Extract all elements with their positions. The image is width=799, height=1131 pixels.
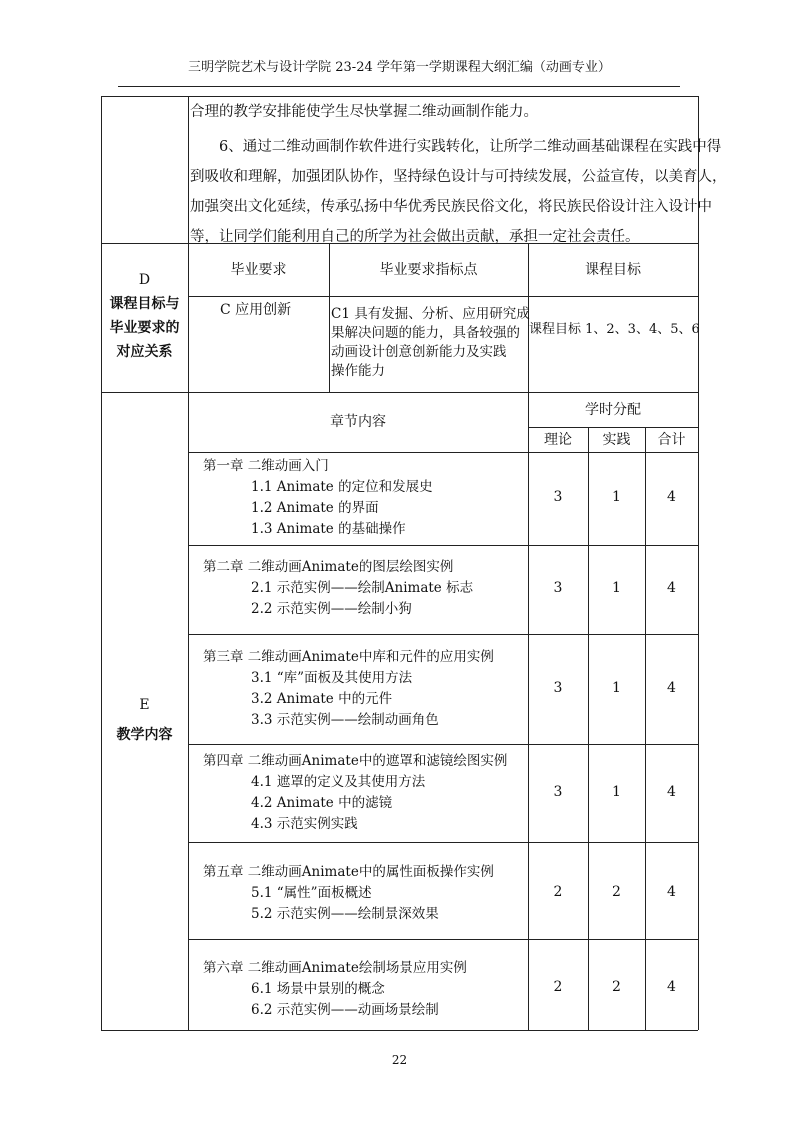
section-d-letter: D xyxy=(138,272,151,288)
theory-hours: 3 xyxy=(553,784,563,800)
header-total: 合计 xyxy=(657,432,686,448)
header-objective: 课程目标 xyxy=(585,262,641,278)
objective-6-line: 等，让同学们能利用自己的所学为社会做出贡献，承担一定社会责任。 xyxy=(190,229,640,245)
chapter-item: 5.1 “属性”面板概述 xyxy=(251,885,372,901)
practice-hours: 1 xyxy=(612,580,621,596)
intro-line: 合理的教学安排能使学生尽快掌握二维动画制作能力。 xyxy=(190,104,538,120)
requirement-value: C 应用创新 xyxy=(220,302,292,318)
chapter-title: 第一章 二维动画入门 xyxy=(203,458,329,474)
chapter-item: 1.2 Animate 的界面 xyxy=(251,500,379,516)
chapter-title: 第四章 二维动画Animate中的遮罩和滤镜绘图实例 xyxy=(203,753,508,769)
intro-text xyxy=(190,97,698,127)
chapter-item: 3.3 示范实例——绘制动画角色 xyxy=(251,712,439,728)
chapter-row xyxy=(203,456,525,540)
header-indicator: 毕业要求指标点 xyxy=(379,262,478,278)
total-hours: 4 xyxy=(667,979,676,995)
practice-hours: 1 xyxy=(612,784,621,800)
header-practice: 实践 xyxy=(602,432,631,448)
total-hours: 4 xyxy=(667,580,676,596)
chapter-row xyxy=(203,958,525,1021)
chapter-item: 2.2 示范实例——绘制小狗 xyxy=(251,601,412,617)
chapter-title: 第五章 二维动画Animate中的属性面板操作实例 xyxy=(203,864,494,880)
chapter-title: 第二章 二维动画Animate的图层绘图实例 xyxy=(203,559,454,575)
indicator-line: C1 具有发掘、分析、应用研究成 xyxy=(331,306,530,322)
total-hours: 4 xyxy=(667,884,676,900)
header-content: 章节内容 xyxy=(330,414,386,430)
theory-hours: 2 xyxy=(553,979,563,995)
section-d-label xyxy=(101,268,188,364)
objective-value: 课程目标 1、2、3、4、5、6 xyxy=(529,322,700,337)
chapter-item: 4.1 遮罩的定义及其使用方法 xyxy=(251,774,426,790)
header-theory: 理论 xyxy=(544,432,572,448)
chapter-title: 第三章 二维动画Animate中库和元件的应用实例 xyxy=(203,649,494,665)
section-d-label-line: 毕业要求的 xyxy=(109,320,180,336)
objective-6-text xyxy=(190,132,727,252)
chapter-item: 4.2 Animate 中的滤镜 xyxy=(251,795,393,811)
chapter-item: 3.1 “库”面板及其使用方法 xyxy=(251,670,413,686)
theory-hours: 3 xyxy=(553,489,563,505)
chapter-item: 1.1 Animate 的定位和发展史 xyxy=(251,479,433,495)
section-e-letter: E xyxy=(139,697,150,713)
header-divider xyxy=(118,86,680,87)
objective-6-line: 到吸收和理解，加强团队协作，坚持绿色设计与可持续发展，公益宣传，以美育人， xyxy=(190,169,727,185)
chapter-title: 第六章 二维动画Animate绘制场景应用实例 xyxy=(203,960,467,976)
indicator-line: 操作能力 xyxy=(331,363,385,379)
section-e-label xyxy=(101,690,188,750)
objective-6-line: 加强突出文化延续，传承弘扬中华优秀民族民俗文化，将民族民俗设计注入设计中 xyxy=(190,199,712,215)
objective-6-line: 6、通过二维动画制作软件进行实践转化，让所学二维动画基础课程在实践中得 xyxy=(219,139,722,155)
practice-hours: 1 xyxy=(612,489,621,505)
chapter-item: 6.2 示范实例——动画场景绘制 xyxy=(251,1002,439,1018)
theory-hours: 3 xyxy=(553,580,563,596)
chapter-item: 4.3 示范实例实践 xyxy=(251,816,358,832)
chapter-row xyxy=(203,647,525,731)
practice-hours: 2 xyxy=(612,884,621,900)
section-d-label-line: 课程目标与 xyxy=(109,296,180,312)
chapter-item: 2.1 示范实例——绘制Animate 标志 xyxy=(251,580,474,596)
header-requirement: 毕业要求 xyxy=(230,262,287,278)
chapter-item: 6.1 场景中景别的概念 xyxy=(251,981,385,997)
practice-hours: 2 xyxy=(612,979,621,995)
chapter-item: 5.2 示范实例——绘制景深效果 xyxy=(251,906,439,922)
indicator-line: 动画设计创意创新能力及实践 xyxy=(331,344,507,360)
page-number: 22 xyxy=(391,1053,408,1067)
theory-hours: 3 xyxy=(553,680,563,696)
indicator-value xyxy=(331,305,528,381)
practice-hours: 1 xyxy=(612,680,621,696)
total-hours: 4 xyxy=(667,489,676,505)
chapter-row xyxy=(203,862,525,925)
chapter-row xyxy=(203,557,525,620)
chapter-item: 3.2 Animate 中的元件 xyxy=(251,691,393,707)
section-d-label-line: 对应关系 xyxy=(116,344,173,360)
total-hours: 4 xyxy=(667,680,676,696)
chapter-row xyxy=(203,751,525,835)
header-hours: 学时分配 xyxy=(585,402,641,418)
indicator-line: 果解决问题的能力，具备较强的 xyxy=(331,325,520,341)
chapter-item: 1.3 Animate 的基础操作 xyxy=(251,521,406,537)
section-e-label-text: 教学内容 xyxy=(116,727,173,743)
total-hours: 4 xyxy=(667,784,676,800)
theory-hours: 2 xyxy=(553,884,563,900)
page-header: 三明学院艺术与设计学院 23-24 学年第一学期课程大纲汇编（动画专业） xyxy=(188,60,611,75)
